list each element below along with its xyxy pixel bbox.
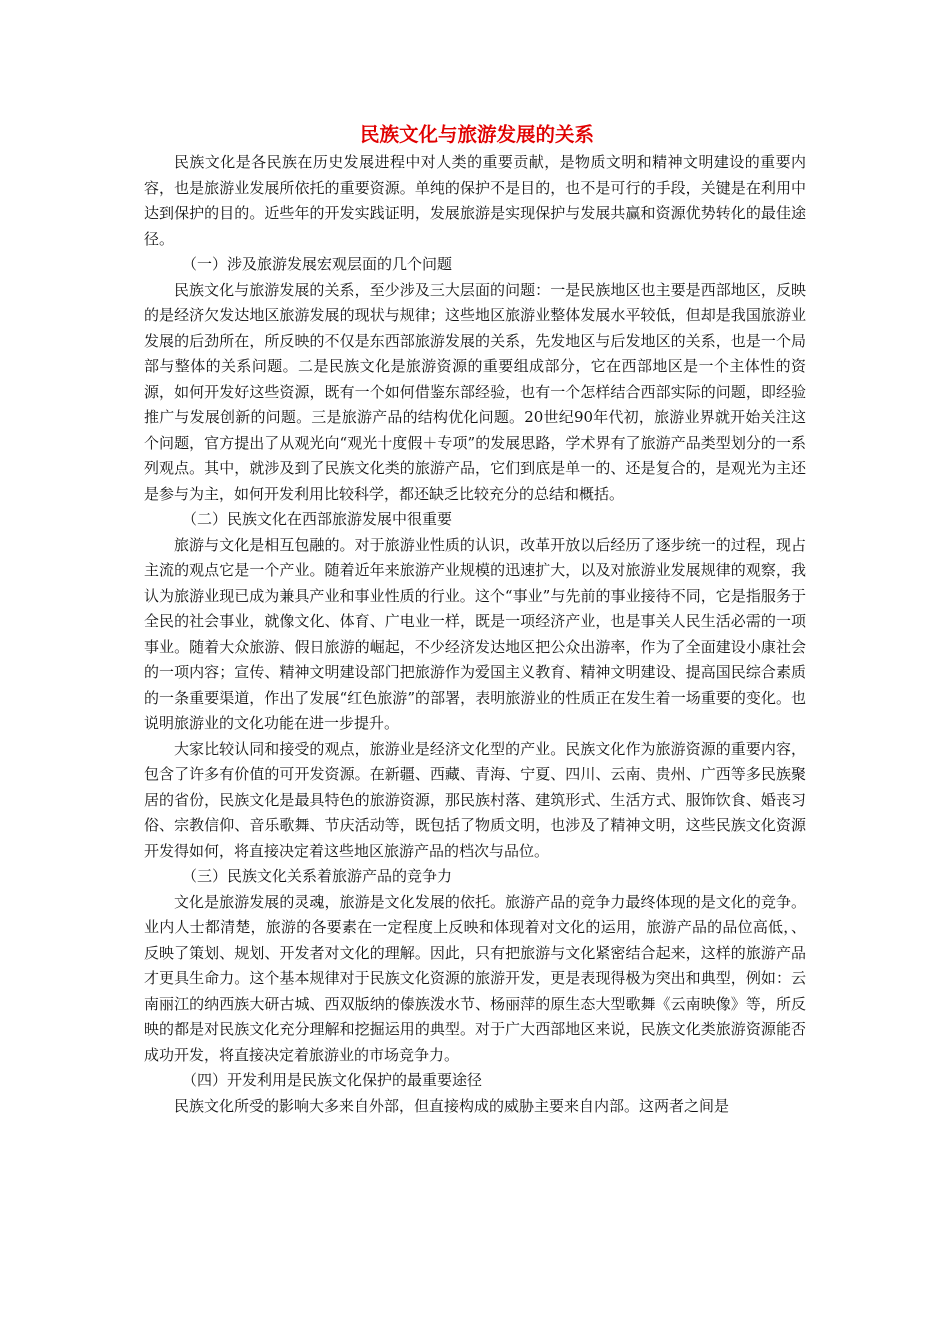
body-paragraph: 大家比较认同和接受的观点，旅游业是经济文化型的产业。民族文化作为旅游资源的重要内容，包含了许多有价值的可开发资源。在新疆、西藏、青海、宁夏、四川、云南、贵州、广西等多民族聚居的省份，民族文化是最具特色的旅游资源，那民族村落、建筑形式、生活方式、服饰饮食、婚丧习俗、宗教信仰、音乐歌舞、节庆活动等，既包括了物质文明，也涉及了精神文明，这些民族文化资源开发得如何，将直接决定着这些地区旅游产品的档次与品位。	[144, 739, 806, 860]
document-page	[144, 120, 806, 1119]
section-heading: （二）民族文化在西部旅游发展中很重要	[182, 510, 453, 528]
document-title: 民族文化与旅游发展的关系	[359, 123, 594, 146]
section-heading: （一）涉及旅游发展宏观层面的几个问题	[182, 255, 453, 273]
body-paragraph: 文化是旅游发展的灵魂，旅游是文化发展的依托。旅游产品的竞争力最终体现的是文化的竞争。业内人士都清楚，旅游的各要素在一定程度上反映和体现着对文化的运用，旅游产品的品位高低，、反映了策划、规划、开发者对文化的理解。因此，只有把旅游与文化紧密结合起来，这样的旅游产品才更具生命力。这个基本规律对于民族文化资源的旅游开发，更是表现得极为突出和典型，例如：云南丽江的纳西族大研古城、西双版纳的傣族泼水节、杨丽萍的原生态大型歌舞《云南映像》等，所反映的都是对民族文化充分理解和挖掘运用的典型。对于广大西部地区来说，民族文化类旅游资源能否成功开发，将直接决定着旅游业的市场竞争力。	[144, 892, 806, 1064]
body-paragraph: 民族文化所受的影响大多来自外部，但直接构成的威胁主要来自内部。这两者之间是	[174, 1096, 730, 1115]
body-paragraph: 民族文化是各民族在历史发展进程中对人类的重要贡献，是物质文明和精神文明建设的重要内容，也是旅游业发展所依托的重要资源。单纯的保护不是目的，也不是可行的手段，关键是在利用中达到保护的目的。近些年的开发实践证明，发展旅游是实现保护与发展共赢和资源优势转化的最佳途径。	[144, 153, 806, 248]
body-paragraph: 民族文化与旅游发展的关系，至少涉及三大层面的问题：一是民族地区也主要是西部地区，反映的是经济欠发达地区旅游发展的现状与规律；这些地区旅游业整体发展水平较低，但却是我国旅游业发展的后劲所在，所反映的不仅是东西部旅游发展的关系，先发地区与后发地区的关系，也是一个局部与整体的关系问题。二是民族文化是旅游资源的重要组成部分，它在西部地区是一个主体性的资源，如何开发好这些资源，既有一个如何借鉴东部经验，也有一个怎样结合西部实际的问题，即经验推广与发展创新的问题。三是旅游产品的结构优化问题。20世纪90年代初，旅游业界就开始关注这个问题，官方提出了从观光向“观光十度假＋专项”的发展思路，学术界有了旅游产品类型划分的一系列观点。其中，就涉及到了民族文化类的旅游产品，它们到底是单一的、还是复合的，是观光为主还是参与为主，如何开发利用比较科学，都还缺乏比较充分的总结和概括。	[144, 280, 806, 503]
body-paragraph: 旅游与文化是相互包融的。对于旅游业性质的认识，改革开放以后经历了逐步统一的过程，现占主流的观点它是一个产业。随着近年来旅游产业规模的迅速扩大，以及对旅游业发展规律的观察，我认为旅游业现已成为兼具产业和事业性质的行业。这个“事业”与先前的事业接待不同，它是指服务于全民的社会事业，就像文化、体育、广电业一样，既是一项经济产业，也是事关人民生活必需的一项事业。随着大众旅游、假日旅游的崛起，不少经济发达地区把公众出游率，作为了全面建设小康社会的一项内容；宣传、精神文明建设部门把旅游作为爱国主义教育、精神文明建设、提高国民综合素质的一条重要渠道，作出了发展“红色旅游”的部署，表明旅游业的性质正在发生着一场重要的变化。也说明旅游业的文化功能在进一步提升。	[144, 535, 806, 732]
section-heading: （三）民族文化关系着旅游产品的竞争力	[182, 867, 453, 885]
section-heading: （四）开发利用是民族文化保护的最重要途径	[182, 1071, 483, 1089]
